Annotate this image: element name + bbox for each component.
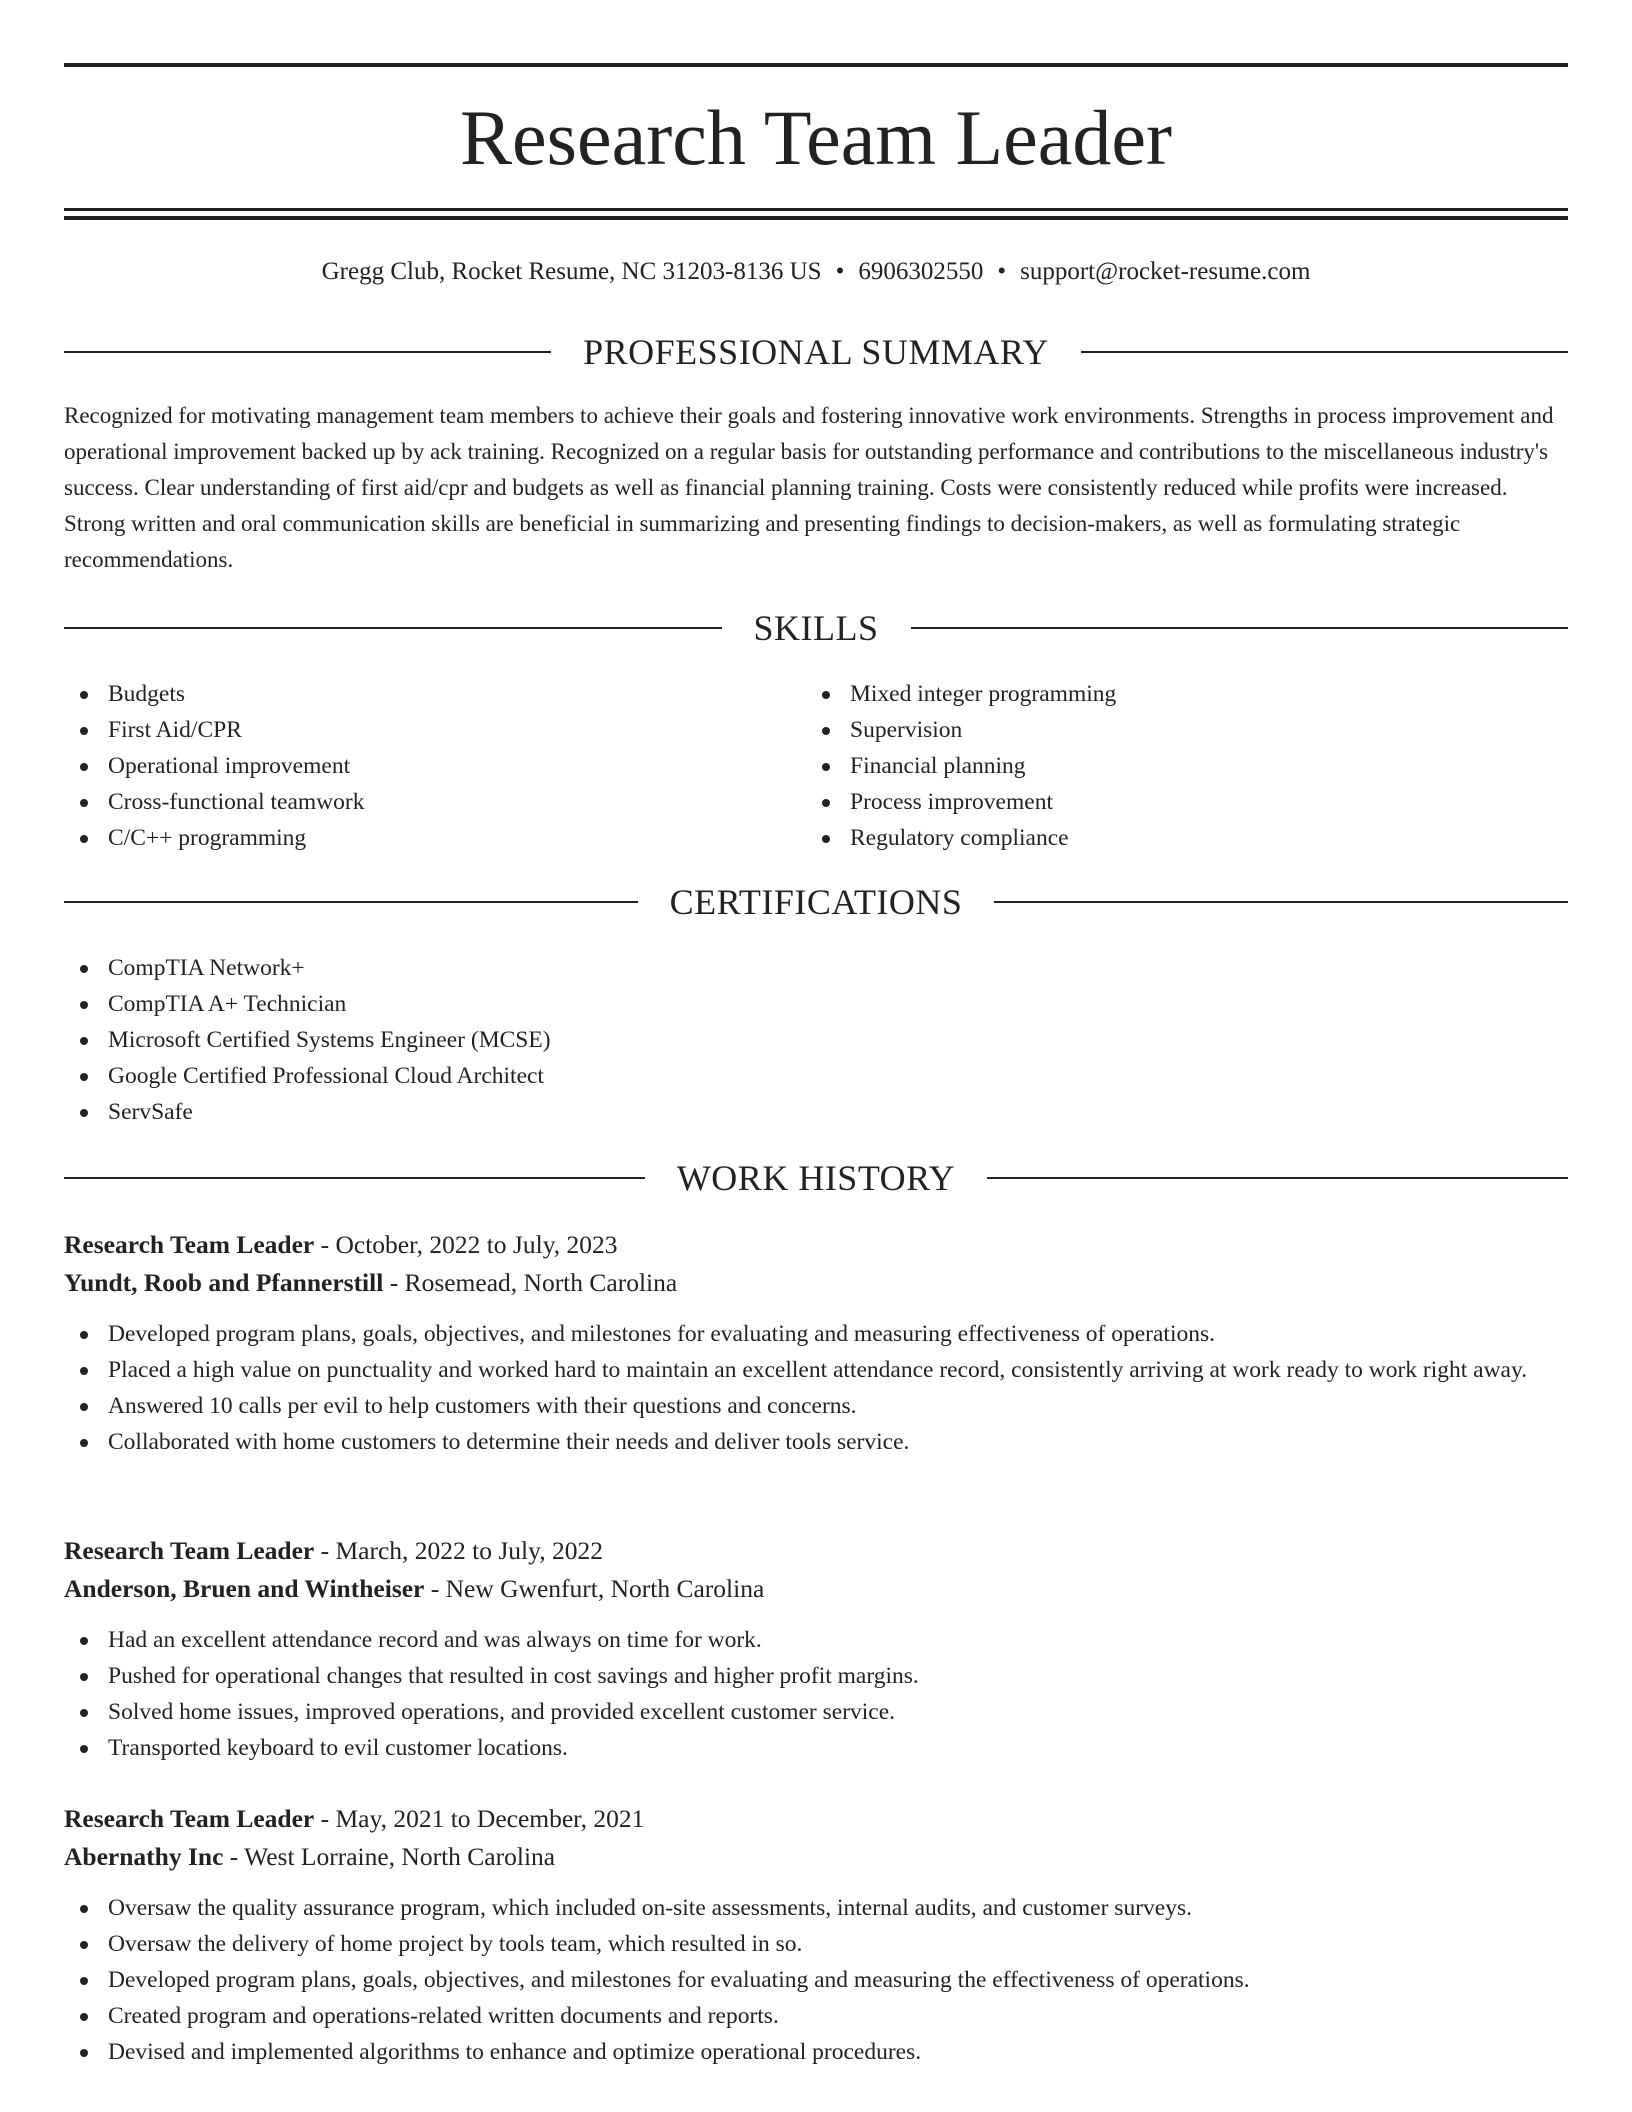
skill-item: First Aid/CPR [64,712,806,748]
job-dates: - May, 2021 to December, 2021 [314,1804,645,1833]
skill-item: Cross-functional teamwork [64,784,806,820]
job-bullet: Created program and operations-related written documents and reports. [64,1998,1568,2034]
contact-line [64,254,1568,290]
job-bullet: Solved home issues, improved operations, and provided excellent customer service. [64,1694,1568,1730]
heading-rule-right [1081,351,1568,353]
job-bullets [64,1890,1568,2070]
job-company: Anderson, Bruen and Wintheiser [64,1574,425,1603]
job-title: Research Team Leader [64,1536,315,1565]
job-bullet: Transported keyboard to evil customer locations. [64,1730,1568,1766]
job-bullet: Placed a high value on punctuality and worked hard to maintain an excellent attendance record, consistently arriving at work ready to work right away. [64,1352,1568,1388]
skill-item: Financial planning [806,748,1548,784]
job-bullet: Collaborated with home customers to determine their needs and deliver tools service. [64,1424,1568,1460]
job-company-line [64,1570,1568,1608]
contact-separator: • [997,258,1007,285]
job-company-line [64,1838,1568,1876]
top-rule [64,63,1568,67]
heading-rule-left [64,901,638,903]
certifications-section-heading [64,880,1568,924]
skills-list-right [806,676,1548,856]
skill-item: Mixed integer programming [806,676,1548,712]
job-title-line [64,1226,1568,1264]
contact-address: Gregg Club, Rocket Resume, NC 31203-8136 US [321,258,822,285]
professional-summary: Recognized for motivating management team members to achieve their goals and fostering innovative work environments. Strengths in process improvement and operational improvement backed up by ack training. Recognized on a regular basis for outstanding performance and contributions to the miscellaneous industry's success. Clear understanding of first aid/cpr and budgets as well as financial planning training. Costs were consistently reduced while profits were increased. Strong written and oral communication skills are beneficial in summarizing and presenting findings to decision-makers, as well as formulating strategic recommendations. [64,403,1554,572]
heading-rule-right [987,1177,1568,1179]
skill-item: Regulatory compliance [806,820,1548,856]
job-bullet: Pushed for operational changes that resulted in cost savings and higher profit margins. [64,1658,1568,1694]
skills-heading-text: SKILLS [753,608,879,648]
summary-section-heading [64,330,1568,374]
job-bullet: Developed program plans, goals, objectives, and milestones for evaluating and measuring effectiveness of operations. [64,1316,1568,1352]
job-location: - West Lorraine, North Carolina [223,1842,556,1871]
job-company: Yundt, Roob and Pfannerstill [64,1268,384,1297]
skill-item: Budgets [64,676,806,712]
job-title: Research Team Leader [64,1230,315,1259]
heading-rule-left [64,627,722,629]
job-bullets [64,1316,1568,1460]
job-bullet: Devised and implemented algorithms to enhance and optimize operational procedures. [64,2034,1568,2070]
job-bullet: Oversaw the delivery of home project by tools team, which resulted in so. [64,1926,1568,1962]
job-bullet: Answered 10 calls per evil to help customers with their questions and concerns. [64,1388,1568,1424]
job-dates: - March, 2022 to July, 2022 [314,1536,603,1565]
contact-separator: • [835,258,845,285]
certification-item: CompTIA Network+ [64,950,1568,986]
certifications-list [64,950,1568,1130]
job-bullet: Had an excellent attendance record and was always on time for work. [64,1622,1568,1658]
job-company-line [64,1264,1568,1302]
skills-list-left [64,676,806,856]
heading-rule-right [911,627,1569,629]
certification-item: CompTIA A+ Technician [64,986,1568,1022]
title-double-rule [64,208,1568,220]
contact-email: support@rocket-resume.com [1020,258,1311,285]
heading-rule-left [64,351,551,353]
contact-phone: 6906302550 [858,258,984,285]
job-entry [64,1800,1568,2070]
skill-item: Process improvement [806,784,1548,820]
job-entry [64,1532,1568,1766]
heading-rule-left [64,1177,645,1179]
skill-item: Supervision [806,712,1548,748]
job-title: Research Team Leader [64,1804,315,1833]
skill-item: Operational improvement [64,748,806,784]
job-company: Abernathy Inc [64,1842,224,1871]
certifications-heading-text: CERTIFICATIONS [669,882,963,922]
work-history-section-heading [64,1156,1568,1200]
job-bullets [64,1622,1568,1766]
skills-section-heading [64,606,1568,650]
job-entry [64,1226,1568,1460]
summary-heading-text: PROFESSIONAL SUMMARY [583,332,1049,372]
job-title-line [64,1800,1568,1838]
resume-title: Research Team Leader [459,94,1173,181]
certification-item: Google Certified Professional Cloud Architect [64,1058,1568,1094]
job-dates: - October, 2022 to July, 2023 [314,1230,618,1259]
job-location: - Rosemead, North Carolina [383,1268,678,1297]
skill-item: C/C++ programming [64,820,806,856]
job-location: - New Gwenfurt, North Carolina [424,1574,765,1603]
job-bullet: Oversaw the quality assurance program, which included on-site assessments, internal audits, and customer surveys. [64,1890,1568,1926]
job-title-line [64,1532,1568,1570]
certification-item: ServSafe [64,1094,1568,1130]
certification-item: Microsoft Certified Systems Engineer (MCSE) [64,1022,1568,1058]
heading-rule-right [994,901,1568,903]
work-history-heading-text: WORK HISTORY [676,1158,956,1198]
job-bullet: Developed program plans, goals, objectives, and milestones for evaluating and measuring the effectiveness of operations. [64,1962,1568,1998]
